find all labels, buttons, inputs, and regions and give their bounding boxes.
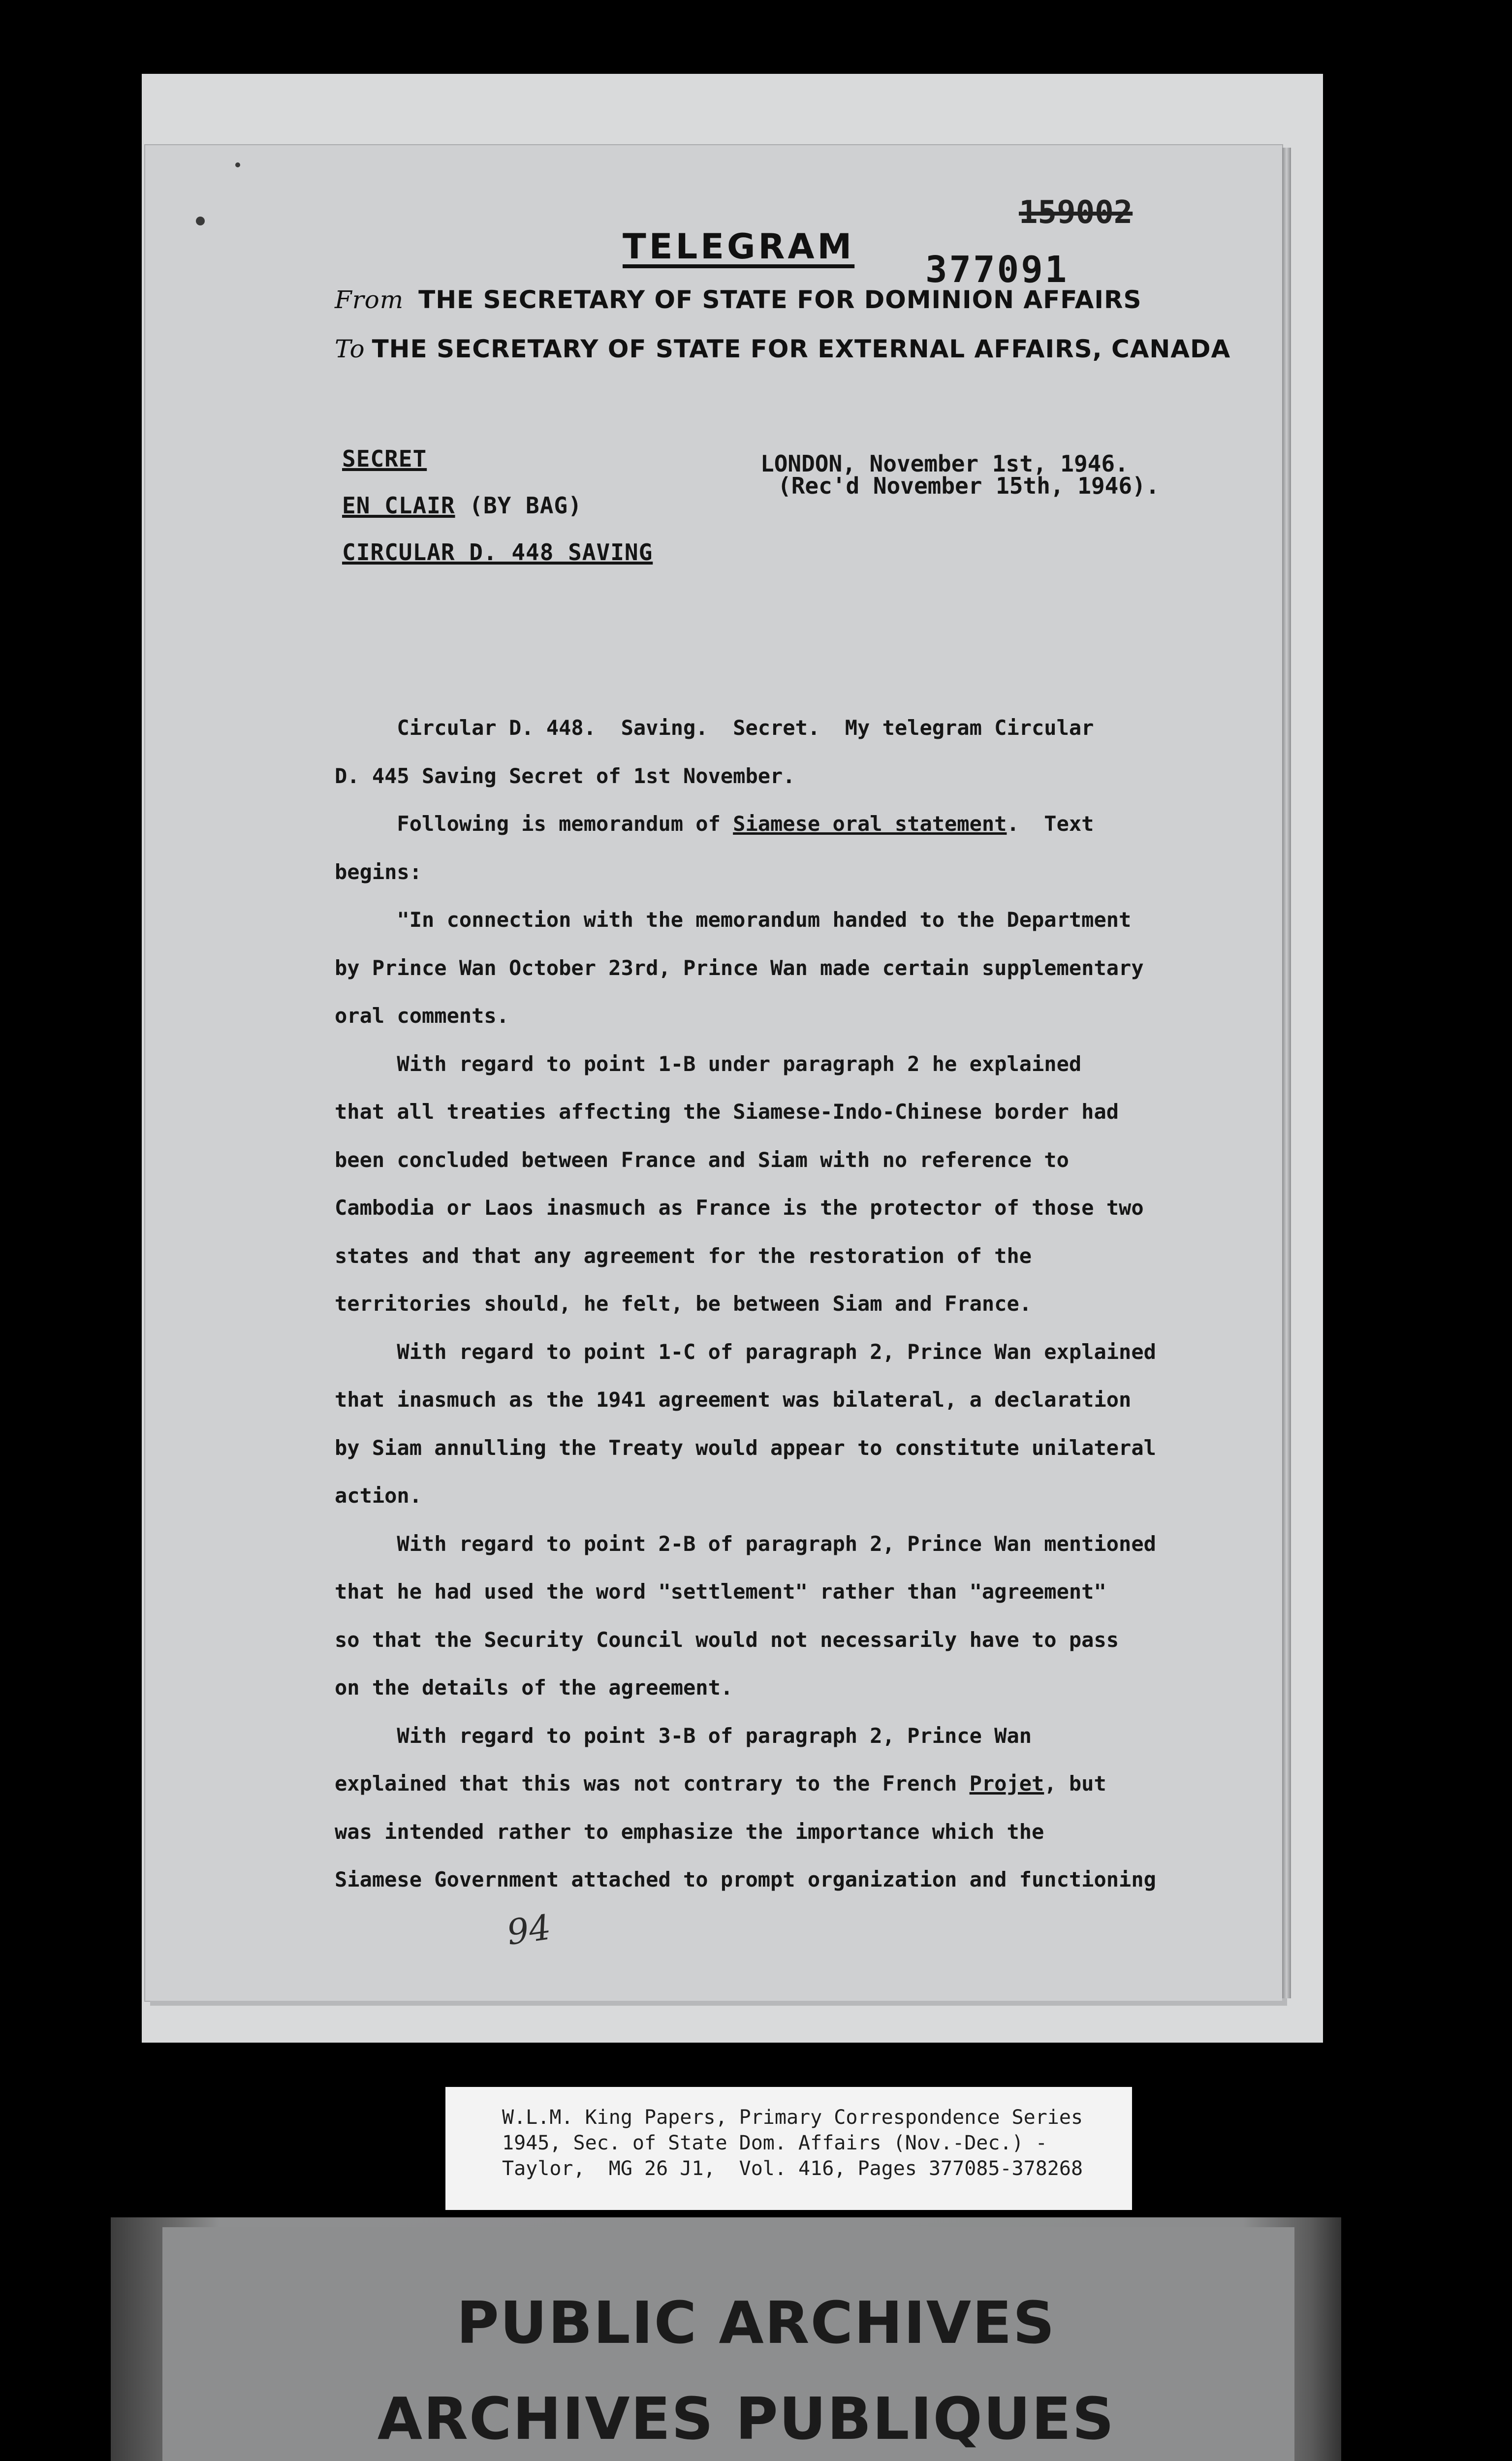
handwritten-note: 94	[504, 1907, 554, 1953]
by-bag-label: (BY BAG)	[455, 492, 582, 519]
body-line: "In connection with the memorandum handed to the Department	[335, 908, 1132, 932]
body-line	[335, 800, 1270, 848]
citation-line: W.L.M. King Papers, Primary Correspondence Series	[502, 2106, 1083, 2129]
body-line: that all treaties affecting the Siamese-Indo-Chinese border had	[335, 1100, 1119, 1124]
place-date: LONDON, November 1st, 1946.	[760, 450, 1129, 477]
archives-stamp-line: PUBLIC ARCHIVES	[456, 2289, 1056, 2357]
en-clair-label: EN CLAIR	[342, 492, 455, 519]
body-line: With regard to point 2-B of paragraph 2, Prince Wan mentioned	[335, 1531, 1156, 1556]
body-line: by Siam annulling the Treaty would appear to constitute unilateral	[335, 1435, 1156, 1460]
body-line	[335, 1760, 1270, 1808]
telegram-title: TELEGRAM	[623, 226, 855, 267]
citation-line: Taylor, MG 26 J1, Vol. 416, Pages 377085-378268	[502, 2157, 1083, 2180]
document-number: 377091	[925, 249, 1069, 291]
to-line	[335, 335, 1230, 363]
body-line-part: , but	[1044, 1771, 1106, 1796]
from-line	[335, 285, 1141, 314]
punch-mark	[235, 162, 240, 167]
body-line: oral comments.	[335, 1004, 509, 1028]
body-line-part: . Text	[1007, 812, 1094, 836]
struck-out-number: 159002	[1019, 194, 1133, 231]
from-text: THE SECRETARY OF STATE FOR DOMINION AFFAIRS	[418, 285, 1142, 314]
telegram-body	[335, 704, 1270, 1904]
body-line: D. 445 Saving Secret of 1st November.	[335, 763, 795, 788]
to-text: THE SECRETARY OF STATE FOR EXTERNAL AFFAIRS, CANADA	[372, 335, 1231, 363]
body-line: that inasmuch as the 1941 agreement was bilateral, a declaration	[335, 1388, 1132, 1412]
citation-line: 1945, Sec. of State Dom. Affairs (Nov.-Dec.) -	[502, 2132, 1047, 2154]
classification-secret: SECRET	[342, 445, 427, 472]
body-line: Cambodia or Laos inasmuch as France is the protector of those two	[335, 1196, 1144, 1220]
body-line: so that the Security Council would not necessarily have to pass	[335, 1627, 1119, 1652]
citation-label	[445, 2087, 1132, 2210]
archives-stamp-line: ARCHIVES PUBLIQUES	[377, 2385, 1115, 2453]
body-line: was intended rather to emphasize the importance which the	[335, 1819, 1044, 1844]
underlined-phrase: Siamese oral statement	[733, 812, 1007, 836]
body-line: on the details of the agreement.	[335, 1675, 733, 1700]
from-label: From	[335, 285, 404, 314]
body-line: territories should, he felt, be between Siam and France.	[335, 1292, 1032, 1316]
body-line: by Prince Wan October 23rd, Prince Wan made certain supplementary	[335, 955, 1144, 980]
body-line: Circular D. 448. Saving. Secret. My telegram Circular	[335, 716, 1094, 740]
body-line: With regard to point 3-B of paragraph 2, Prince Wan	[335, 1723, 1032, 1748]
received-date: (Rec'd November 15th, 1946).	[778, 473, 1160, 499]
body-line: With regard to point 1-B under paragraph 2 he explained	[335, 1051, 1082, 1076]
body-line-part: explained that this was not contrary to the French	[335, 1771, 970, 1796]
body-line: action.	[335, 1483, 422, 1508]
to-label: To	[335, 335, 365, 363]
circular-reference: CIRCULAR D. 448 SAVING	[342, 539, 653, 566]
body-line-part: Following is memorandum of	[335, 812, 733, 836]
body-line: Siamese Government attached to prompt organization and functioning	[335, 1867, 1156, 1892]
transmission-method	[342, 492, 582, 519]
underlined-word: Projet	[969, 1771, 1044, 1796]
page-edge	[1282, 148, 1291, 1998]
body-line: With regard to point 1-C of paragraph 2, Prince Wan explained	[335, 1339, 1156, 1364]
body-line: begins:	[335, 859, 422, 884]
body-line: been concluded between France and Siam with no reference to	[335, 1147, 1069, 1172]
body-line: states and that any agreement for the restoration of the	[335, 1243, 1032, 1268]
punch-mark	[196, 217, 205, 225]
body-line: that he had used the word "settlement" rather than "agreement"	[335, 1579, 1106, 1604]
